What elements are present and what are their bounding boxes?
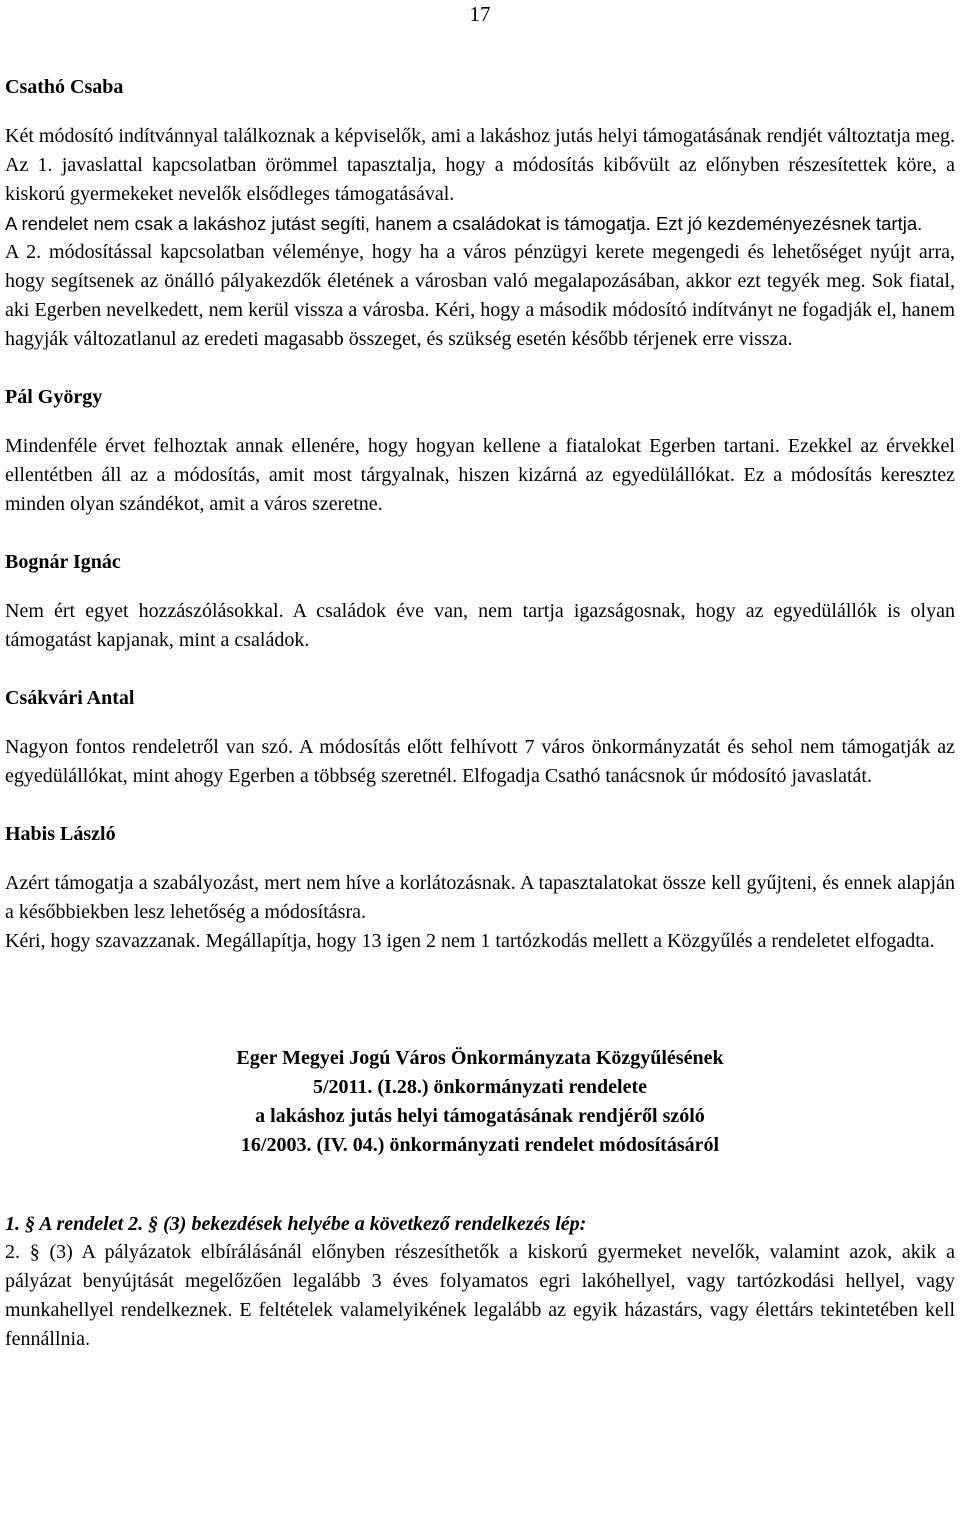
speaker-heading: Bognár Ignác xyxy=(5,551,121,573)
speech-block xyxy=(5,597,955,655)
speech-paragraph: Két módosító indítvánnyal találkoznak a képviselők, ami a lakáshoz jutás helyi támogatásának rendjét változtatja meg. Az 1. javaslattal kapcsolatban örömmel tapasztalja, hogy a módosítás kibővült az előnyben részesítettek köre, a kiskorú gyermekeket nevelők elsődleges támogatásával. xyxy=(5,125,955,205)
speech-paragraph: A rendelet nem csak a lakáshoz jutást segíti, hanem a családokat is támogatja. Ezt jó kezdeményezésnek tartja. xyxy=(5,213,923,234)
speech-block xyxy=(5,432,955,519)
speech-paragraph: Mindenféle érvet felhoztak annak ellenére, hogy hogyan kellene a fiatalokat Egerben tartani. Ezekkel az érvekkel ellentétben áll az a módosítás, amit most tárgyalnak, hiszen kizárná az egyedülállókat. Ez a módosítás keresztez minden olyan szándékot, amit a város szeretne. xyxy=(5,435,955,515)
speech-block xyxy=(5,733,955,791)
regulation-title-line: 16/2003. (IV. 04.) önkormányzati rendelet módosításáról xyxy=(240,1134,720,1156)
speech-paragraph: Nem ért egyet hozzászólásokkal. A családok éve van, nem tartja igazságosnak, hogy az egyedülállók is olyan támogatást kapjanak, mint a családok. xyxy=(5,600,955,651)
speaker-heading: Pál György xyxy=(5,386,103,408)
amendment-heading: 1. § A rendelet 2. § (3) bekezdések helyébe a következő rendelkezés lép: xyxy=(5,1213,587,1235)
document-body xyxy=(5,73,955,1354)
amendment-text: 2. § (3) A pályázatok elbírálásánál előnyben részesíthetők a kiskorú gyermeket nevelők, valamint azok, akik a pályázat benyújtását megelőzően legalább 3 éves folyamatos egri lakóhellyel, vagy tartózkodási hellyel, vagy munkahellyel rendelkeznek. E feltételek valamelyikének legalább az egyik házastárs, vagy élettárs tekintetében kell fennállnia. xyxy=(5,1241,955,1350)
speech-paragraph: Nagyon fontos rendeletről van szó. A módosítás előtt felhívott 7 város önkormányzatát és sehol nem támogatják az egyedülállókat, mint ahogy Egerben a többség szeretnél. Elfogadja Csathó tanácsnok úr módosító javaslatát. xyxy=(5,736,955,787)
speaker-heading: Csákvári Antal xyxy=(5,687,135,709)
regulation-title-line: Eger Megyei Jogú Város Önkormányzata Közgyűlésének xyxy=(236,1047,724,1069)
regulation-title xyxy=(5,1044,955,1160)
regulation-title-line: 5/2011. (I.28.) önkormányzati rendelete xyxy=(312,1076,648,1098)
regulation-title-line: a lakáshoz jutás helyi támogatásának rendjéről szóló xyxy=(255,1105,705,1127)
amendment-text-block xyxy=(5,1238,955,1354)
speaker-heading: Csathó Csaba xyxy=(5,76,124,98)
speech-block xyxy=(5,869,955,956)
page-number: 17 xyxy=(469,2,491,26)
speech-paragraph: Kéri, hogy szavazzanak. Megállapítja, hogy 13 igen 2 nem 1 tartózkodás mellett a Közgyűlés a rendeletet elfogadta. xyxy=(5,930,935,952)
speech-paragraph: Azért támogatja a szabályozást, mert nem híve a korlátozásnak. A tapasztalatokat össze kell gyűjteni, és ennek alapján a későbbiekben lesz lehetőség a módosításra. xyxy=(5,872,955,923)
speaker-heading: Habis László xyxy=(5,823,116,845)
speech-paragraph: A 2. módosítással kapcsolatban véleménye, hogy ha a város pénzügyi kerete megengedi és lehetőséget nyújt arra, hogy segítsenek az önálló pályakezdők életének a városban való megalapozásában, akkor ezt tegyék meg. Sok fiatal, aki Egerben nevelkedett, nem kerül vissza a városba. Kéri, hogy a második módosító indítványt ne fogadják el, hanem hagyják változatlanul az eredeti magasabb összeget, és szükség esetén később térjenek erre vissza. xyxy=(5,241,955,350)
speech-block xyxy=(5,122,955,354)
